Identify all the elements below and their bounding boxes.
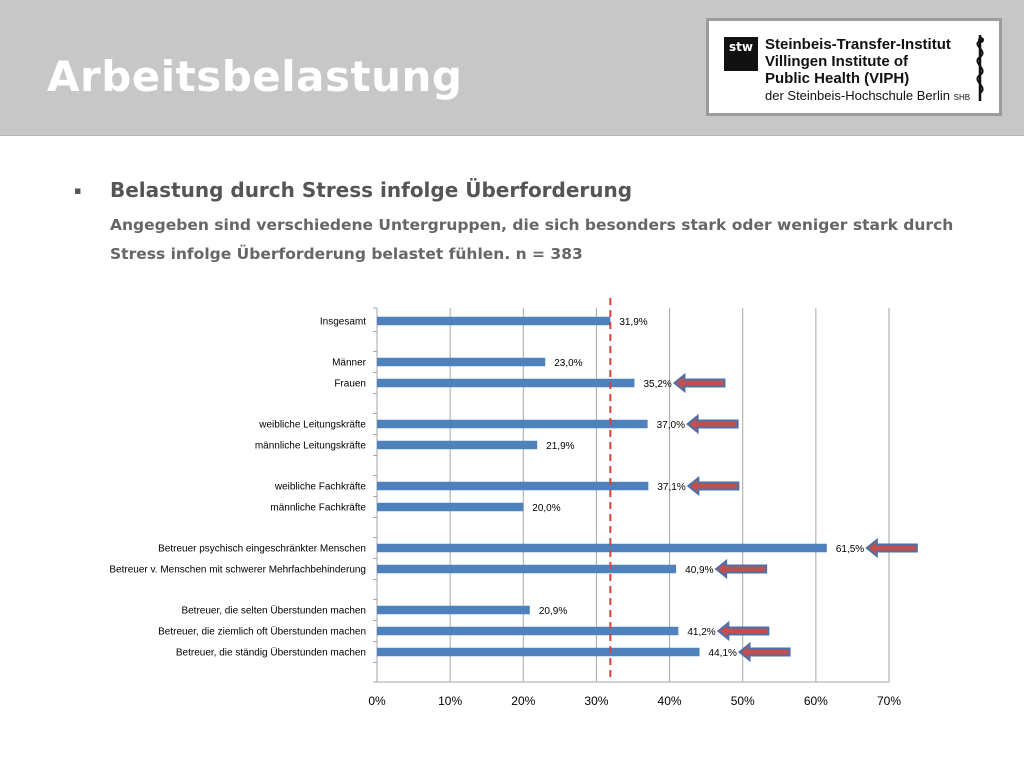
value-label: 40,9% [685,565,714,576]
bar [377,648,700,657]
x-tick-label: 0% [368,694,386,708]
x-tick-label: 40% [657,694,682,708]
x-tick-label: 10% [438,694,463,708]
page-title: Arbeitsbelastung [47,52,463,101]
value-label: 23,0% [554,358,583,369]
category-label: weibliche Leitungskräfte [259,419,366,431]
value-label: 20,9% [538,606,568,617]
category-label: Betreuer, die ständig Überstunden machen [175,647,366,659]
value-label: 37,1% [657,482,686,493]
category-label: Betreuer v. Menschen mit schwerer Mehrfachbehinderung [109,564,366,576]
logo-line-2: Villingen Institute of [765,53,909,70]
x-tick-label: 70% [876,694,902,708]
bar [377,544,827,553]
category-label: Männer [332,357,366,369]
x-tick-label: 50% [730,694,755,708]
category-label: Betreuer, die ziemlich oft Überstunden machen [158,626,366,638]
highlight-arrow-icon [674,375,724,391]
value-label: 31,9% [619,317,648,328]
highlight-arrow-icon [740,644,790,660]
category-label: Betreuer, die selten Überstunden machen [181,605,366,617]
logo-line-1: Steinbeis-Transfer-Institut [765,36,951,53]
value-label: 20,0% [532,503,561,514]
logo-line-4-text: der Steinbeis-Hochschule Berlin [765,88,950,103]
value-label: 37,0% [656,420,685,431]
bar [377,503,523,512]
highlight-arrow-icon [688,416,738,432]
category-label: männliche Fachkräfte [270,502,366,514]
category-label: männliche Leitungskräfte [254,440,366,452]
category-label: Insgesamt [319,316,366,328]
bar [377,441,537,450]
x-tick-label: 30% [584,694,609,708]
bar [377,317,610,326]
bar [377,565,676,574]
bar [377,627,678,636]
logo-line-3: Public Health (VIPH) [765,70,910,87]
x-tick-label: 60% [803,694,828,708]
highlight-arrow-icon [716,561,766,577]
bar [377,358,545,367]
logo-mark: stw [724,37,758,71]
bullet-icon: ▪ [74,184,82,197]
highlight-arrow-icon [718,623,768,639]
bar [377,606,530,615]
category-label: weibliche Fachkräfte [274,481,366,493]
category-label: Betreuer psychisch eingeschränkter Menschen [158,543,366,555]
bar [377,420,648,429]
bar [377,379,634,388]
highlight-arrow-icon [867,540,917,556]
value-label: 44,1% [708,648,737,659]
value-label: 41,2% [687,627,716,638]
value-label: 21,9% [546,441,575,452]
category-label: Frauen [334,378,366,390]
x-tick-label: 20% [511,694,536,708]
logo-suffix: SHB [953,93,971,102]
highlight-arrow-icon [688,478,738,494]
section-heading: Belastung durch Stress infolge Überforderung [110,178,633,202]
section-description: Angegeben sind verschiedene Untergruppen, die sich besonders stark oder weniger stark durch Stress infolge Überforderung belastet fühlen. n = 383 [110,216,954,263]
value-label: 61,5% [835,544,865,555]
bar [377,482,648,491]
value-label: 35,2% [643,379,672,390]
